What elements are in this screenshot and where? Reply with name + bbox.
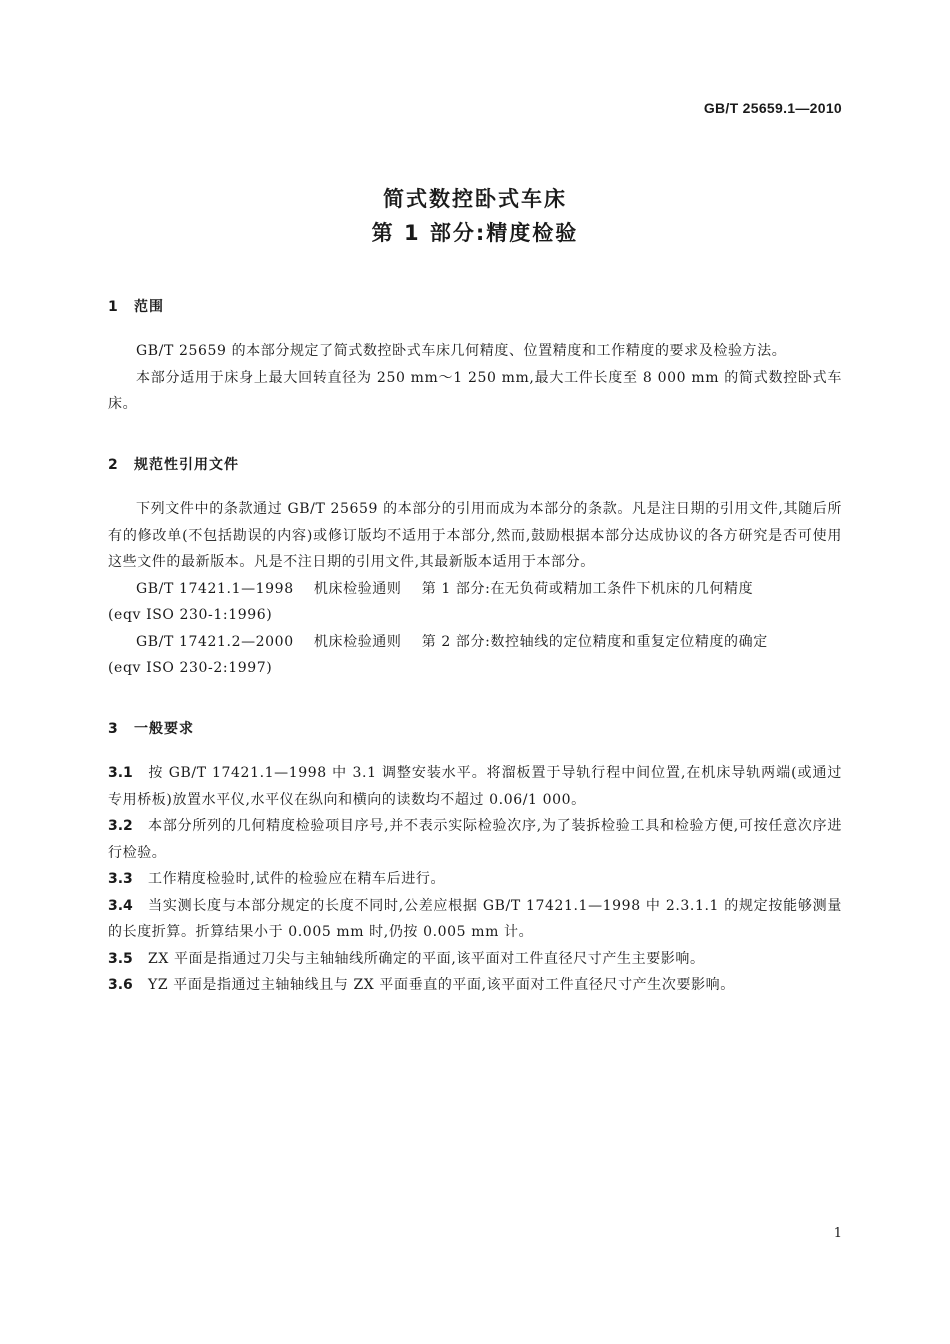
section-title: 规范性引用文件 (134, 457, 239, 473)
clause-number: 3.4 (108, 897, 133, 914)
reference-equivalence: (eqv ISO 230-2:1997) (108, 660, 273, 676)
clause (108, 893, 842, 946)
section-title: 一般要求 (134, 721, 194, 737)
page-number: 1 (833, 1226, 842, 1241)
section-number: 1 (108, 299, 119, 315)
document-subtitle: 第 1 部分:精度检验 (371, 221, 579, 245)
reference-code: GB/T 17421.2—2000 (136, 633, 294, 650)
reference-entry (108, 629, 842, 656)
section-general-requirements (108, 718, 842, 999)
clause-text: 当实测长度与本部分规定的长度不同时,公差应根据 GB/T 17421.1—1998 中 2.3.1.1 的规定按能够测量的长度折算。折算结果小于 0.005 mm 时,仍按 0.005 mm 计。 (108, 897, 842, 940)
section-heading (108, 296, 842, 318)
clause (108, 866, 842, 893)
section-number: 2 (108, 457, 119, 473)
clause (108, 972, 842, 999)
section-heading (108, 454, 842, 476)
clause-number: 3.5 (108, 950, 133, 967)
clause-text: YZ 平面是指通过主轴轴线且与 ZX 平面垂直的平面,该平面对工件直径尺寸产生次要影响。 (148, 977, 735, 993)
clause-text: ZX 平面是指通过刀尖与主轴轴线所确定的平面,该平面对工件直径尺寸产生主要影响。 (148, 950, 705, 967)
reference-part: 第 1 部分:在无负荷或精加工条件下机床的几何精度 (421, 580, 754, 597)
reference-title: 机床检验通则 (313, 633, 402, 650)
clause (108, 813, 842, 866)
section-scope (108, 296, 842, 418)
section-title: 范围 (134, 299, 164, 315)
clause-number: 3.3 (108, 871, 133, 887)
clause (108, 760, 842, 813)
section-heading (108, 718, 842, 740)
clause-text: 本部分所列的几何精度检验项目序号,并不表示实际检验次序,为了装拆检验工具和检验方便,可按任意次序进行检验。 (108, 818, 842, 861)
reference-title: 机床检验通则 (313, 580, 402, 597)
section-number: 3 (108, 721, 119, 737)
clause-text: 按 GB/T 17421.1—1998 中 3.1 调整安装水平。将溜板置于导轨行程中间位置,在机床导轨两端(或通过专用桥板)放置水平仪,水平仪在纵向和横向的读数均不超过 0.06/1 000。 (108, 765, 842, 808)
clause (108, 946, 842, 973)
paragraph: 下列文件中的条款通过 GB/T 25659 的本部分的引用而成为本部分的条款。凡是注日期的引用文件,其随后所有的修改单(不包括勘误的内容)或修订版均不适用于本部分,然而,鼓励根据本部分达成协议的各方研究是否可使用这些文件的最新版本。凡是不注日期的引用文件,其最新版本适用于本部分。 (108, 501, 842, 570)
reference-code: GB/T 17421.1—1998 (136, 580, 294, 597)
paragraph: GB/T 25659 的本部分规定了简式数控卧式车床几何精度、位置精度和工作精度的要求及检验方法。 (136, 343, 787, 359)
reference-equivalence: (eqv ISO 230-1:1996) (108, 607, 273, 623)
reference-part: 第 2 部分:数控轴线的定位精度和重复定位精度的确定 (421, 633, 768, 650)
clause-number: 3.2 (108, 818, 133, 834)
clause-text: 工作精度检验时,试件的检验应在精车后进行。 (148, 871, 446, 887)
reference-entry (108, 576, 842, 603)
document-title: 简式数控卧式车床 (383, 187, 567, 211)
standard-code: GB/T 25659.1—2010 (703, 100, 842, 116)
paragraph: 本部分适用于床身上最大回转直径为 250 mm～1 250 mm,最大工件长度至 8 000 mm 的简式数控卧式车床。 (108, 369, 842, 412)
clause-number: 3.1 (108, 765, 133, 781)
section-normative-references (108, 454, 842, 682)
clause-number: 3.6 (108, 977, 133, 993)
